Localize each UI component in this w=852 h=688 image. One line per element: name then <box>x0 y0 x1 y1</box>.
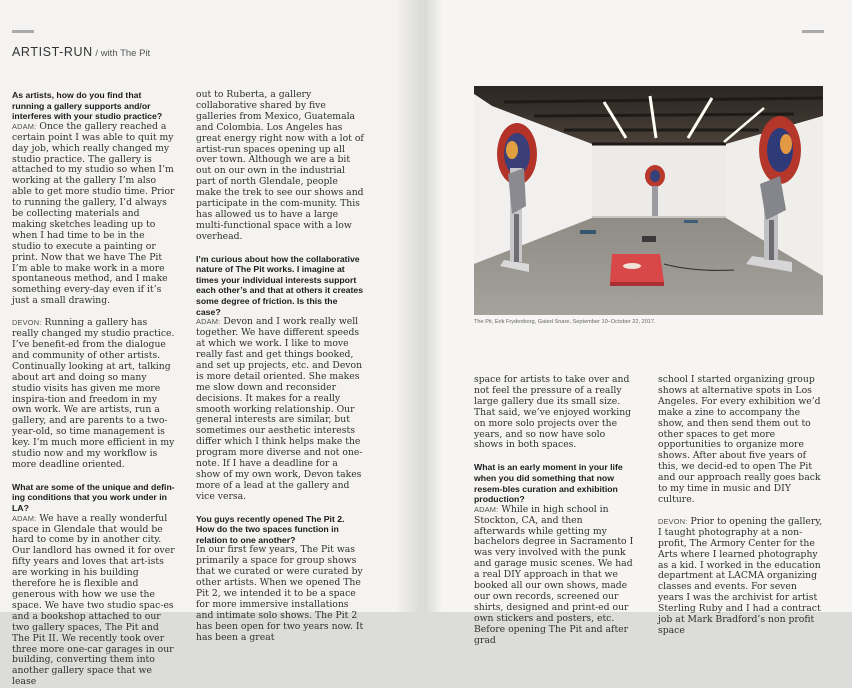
answer-text: Once the gallery reached a certain point I was able to quit my day job, which really changed my studio practice. The gallery is attached to my studio so when I’m working at the gallery I’m also able to get more studio time. Prior to running the gallery, I’d always be collecting materials and making sketches leading up to when I had time to be in the studio to execute a painting or print. Now that we have The Pit I’m able to make work in a more spontaneous method, and I make something every-day even if it’s just a small drawing. <box>12 120 175 307</box>
right-column-2 <box>658 375 824 637</box>
interview-answer <box>474 375 634 451</box>
speaker-label: DEVON: <box>12 318 42 328</box>
answer-text: Devon and I work really well together. We have different speeds at which we work. I like to move really fast and get things booked, and set up projects, etc. and Devon is more detail oriented. She makes me slow down and reconsider decisions. It makes for a really smooth working relationship. Our general interests are similar, but sometimes our aesthetic interests differ which I think helps make the program more diverse and not one-note. If I have a deadline for a show of my own work, Devon takes more of a lead at the gallery and vice versa. <box>196 316 363 502</box>
interview-question: You guys recently opened The Pit 2. How do the two spaces function in relation to one another? <box>196 513 345 545</box>
right-page <box>424 0 852 646</box>
answer-text: space for artists to take over and not feel the pressure of a really large gallery due its small size. That said, we’ve enjoyed working on more solo projects over the years, and so now have solo shows in both spaces. <box>474 374 632 451</box>
speaker-label: DEVON: <box>658 516 688 526</box>
interview-answer <box>12 122 176 307</box>
gutter-shadow <box>424 0 442 612</box>
photo-caption: The Pit, Erik Frydenborg, Gated Snare, September 10–October 22, 2017. <box>474 319 656 325</box>
interview-answer <box>658 517 824 637</box>
speaker-label: ADAM: <box>474 504 499 514</box>
interview-question: What are some of the unique and defin-ing conditions that you work under in LA? <box>12 481 175 514</box>
speaker-label: ADAM: <box>196 317 221 327</box>
interview-question: What is an early moment in your life when you did something that now resem-bles curation and exhibition production? <box>474 462 623 505</box>
header-subtitle: with The Pit <box>100 48 151 59</box>
header-separator: / <box>92 48 101 59</box>
interview-question: I’m curious about how the collaborative nature of The Pit works. I imagine at times your individual interests support each other’s and that at others it creates some degree of friction. Is this the case? <box>196 253 364 317</box>
answer-text: Prior to opening the gallery, I taught photography at a non-profit, The Armory Center for the Arts where I learned photography as a kid. I worked in the education department at LACMA organizing classes and events. For seven years I was the archivist for artist Sterling Ruby and I had a contract job at Mark Bradford’s non profit space <box>658 515 823 636</box>
left-column-2 <box>196 90 364 644</box>
interview-answer <box>196 317 364 502</box>
answer-text: school I started organizing group shows at alternative spots in Los Angeles. For every exhibition we’d make a zine to accompany the show, and then send them out to other spaces to get more opportunities to organize more shows. After about five years of this, we decid-ed to open The Pit and our approach really goes back to my time in music and DIY culture. <box>658 374 821 505</box>
paragraph-gap <box>12 471 176 482</box>
interview-answer <box>474 505 634 647</box>
answer-text: In our first few years, The Pit was primarily a space for group shows that we curated or were curated by other artists. When we opened The Pit 2, we intended it to be a space for more immersive installations and intimate solo shows. The Pit 2 has been open for two years now. It has been a great <box>196 544 364 643</box>
paragraph-gap <box>196 243 364 254</box>
header-rule <box>802 30 824 33</box>
gutter-shadow <box>395 0 421 612</box>
interview-answer <box>196 545 364 643</box>
interview-question: As artists, how do you find that running a gallery supports and/or interferes with your studio practice? <box>12 90 163 122</box>
header-title: ARTIST-RUN <box>12 45 93 59</box>
right-column-1 <box>474 375 634 647</box>
left-column-1 <box>12 90 176 688</box>
paragraph-gap <box>474 451 634 462</box>
paragraph-gap <box>196 503 364 514</box>
interview-answer <box>658 375 824 506</box>
header-rule <box>12 30 34 33</box>
interview-answer <box>196 90 364 243</box>
gallery-installation-photo <box>474 86 823 315</box>
speaker-label: ADAM: <box>12 513 37 523</box>
speaker-label: ADAM: <box>12 121 37 131</box>
answer-text: While in high school in Stockton, CA, and then afterwards while getting my bachelors degree in Sacramento I was very involved with the punk and garage music scenes. We had a real DIY approach in that we booked all our own shows, made our own records, screened our shirts, designed and print-ed our own stickers and posters, etc. Before opening The Pit and after grad <box>474 503 634 646</box>
answer-text: out to Ruberta, a gallery collaborative shared by five galleries from Mexico, Guatemala and Colombia. Los Angeles has great energy right now with a lot of artist-run spaces opening up all over town. Although we are a bit out on our own in the industrial part of north Glendale, people make the trek to see our shows and participate in the com-munity. This has allowed us to have a large multi-functional space with a low overhead. <box>196 89 364 242</box>
answer-text: We have a really wonderful space in Glendale that would be hard to come by in another city. Our landlord has owned it for over fifty years and loves that art-ists are working in his building therefore he is flexible and generous with how we use the space. We have two studio spac-es and a bookshop attached to our two gallery spaces, The Pit and The Pit II. We recently took over three more one-car garages in our building, converting them into another gallery space that we lease <box>12 512 175 688</box>
answer-text: Running a gallery has really changed my studio practice. I’ve benefit-ed from the dialogue and community of other artists. Continually looking at art, talking about art and doing so many studio visits has given me more inspira-tion and freedom in my own work. We are artists, run a gallery, and are parents to a two-year-old, so time management is key. I’m much more efficient in my studio now and my workflow is more deadline oriented. <box>12 317 175 470</box>
running-header <box>12 43 150 61</box>
interview-answer <box>12 318 176 471</box>
interview-answer <box>12 514 176 688</box>
left-page <box>0 0 421 688</box>
